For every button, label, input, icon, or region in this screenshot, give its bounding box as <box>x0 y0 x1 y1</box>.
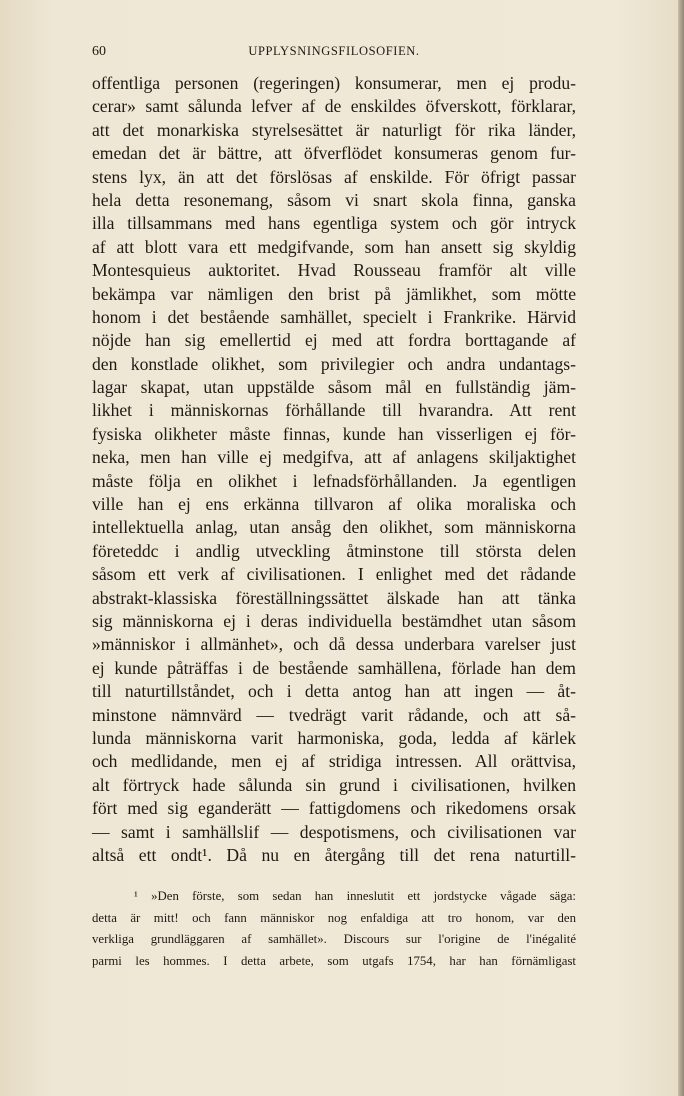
body-line: cerar» samt sålunda lefver af de enskildes öfverskott, förklarar, <box>92 96 576 117</box>
body-line: intellektuella anlag, utan ansåg den olikhet, som människorna <box>92 517 576 538</box>
footnote <box>92 886 576 972</box>
body-line: offentliga personen (regeringen) konsumerar, men ej produ- <box>92 73 576 93</box>
body-line: att det monarkiska styrelsesättet är naturligt för rika länder, <box>92 119 576 140</box>
body-line: fört med sig eganderätt — fattigdomens och rikedomens orsak <box>92 798 576 819</box>
body-line: hela detta resonemang, såsom vi snart skola finna, ganska <box>92 189 576 210</box>
footnote-line: ¹ »Den förste, som sedan han inneslutit ett jordstycke vågade säga: <box>134 889 576 903</box>
body-line: af att blott vara ett medgifvande, som han ansett sig skyldig <box>92 236 576 257</box>
body-line: måste följa en olikhet i lefnadsförhållanden. Ja egentligen <box>92 470 576 491</box>
body-line: Montesquieus auktoritet. Hvad Rousseau framför alt ville <box>92 260 576 281</box>
body-line: fysiska olikheter måste finnas, kunde han visserligen ej för- <box>92 423 576 444</box>
page-header <box>92 44 576 66</box>
body-line: lunda människorna varit harmoniska, goda, ledda af kärlek <box>92 727 576 748</box>
body-line: abstrakt-klassiska föreställningssättet älskade han att tänka <box>92 587 576 608</box>
running-head: UPPLYSNINGSFILOSOFIEN. <box>248 44 420 58</box>
body-line: illa tillsammans med hans egentliga system och gör intryck <box>92 213 576 234</box>
body-line: såsom ett verk af civilisationen. I enlighet med det rådande <box>92 564 576 585</box>
body-line: »människor i allmänhet», och då dessa underbara varelser just <box>92 634 576 655</box>
footnote-line: detta är mitt! och fann människor nog enfaldiga att tro honom, var den <box>92 910 576 925</box>
body-line: bekämpa var nämligen den brist på jämlikhet, som mötte <box>92 283 576 304</box>
body-line: sig människorna ej i deras individuella bestämdhet utan såsom <box>92 610 576 631</box>
body-line: emedan det är bättre, att öfverflödet konsumeras genom fur- <box>92 143 576 164</box>
body-line: den konstlade olikhet, som privilegier och andra undantags- <box>92 353 576 374</box>
body-line: likhet i människornas förhållande till hvarandra. Att rent <box>92 400 576 421</box>
footnote-line: parmi les hommes. I detta arbete, som utgafs 1754, har han förnämligast <box>92 953 576 968</box>
body-line: ej kunde påträffas i de bestående samhällena, förlade han dem <box>92 657 576 678</box>
body-line: företeddc i andlig utveckling åtminstone till största delen <box>92 540 576 561</box>
body-line: — samt i samhällslif — despotismens, och civilisationen var <box>92 821 576 842</box>
body-line: lagar skapat, utan uppstälde såsom mål en fullständig jäm- <box>92 377 576 398</box>
body-text <box>92 72 576 867</box>
body-line: till naturtillståndet, och i detta antog han att ingen — åt- <box>92 681 576 702</box>
body-line: altså ett ondt¹. Då nu en återgång till det rena naturtill- <box>92 844 576 865</box>
body-line: honom i det bestående samhället, specielt i Frankrike. Härvid <box>92 306 576 327</box>
body-line: alt förtryck hade sålunda sin grund i civilisationen, hvilken <box>92 774 576 795</box>
body-line: neka, men han ville ej medgifva, att af anlagens skiljaktighet <box>92 447 576 468</box>
body-line: stens lyx, än att det förslösas af enskilde. För öfrigt passar <box>92 166 576 187</box>
page-number: 60 <box>92 44 106 59</box>
footnote-line: verkliga grundläggaren af samhället». Discours sur l'origine de l'inégalité <box>92 932 576 947</box>
page-edge <box>678 0 684 1096</box>
body-line: nöjde han sig emellertid ej med att fordra borttagande af <box>92 330 576 351</box>
body-line: minstone nämnvärd — tvedrägt varit rådande, och att så- <box>92 704 576 725</box>
body-line: ville han ej ens erkänna tillvaron af olika moraliska och <box>92 494 576 515</box>
body-line: och medlidande, men ej af stridiga intressen. All orättvisa, <box>92 751 576 772</box>
